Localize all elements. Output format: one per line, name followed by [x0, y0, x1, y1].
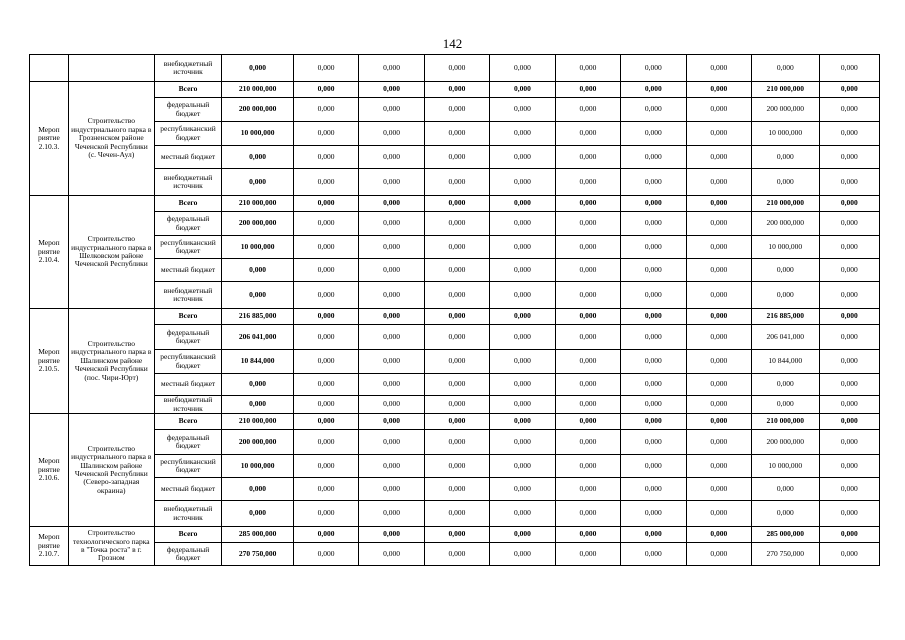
value-cell: 0,000 — [819, 55, 879, 82]
value-cell: 0,000 — [555, 196, 620, 212]
value-cell: 0,000 — [621, 196, 686, 212]
value-cell: 270 750,000 — [752, 543, 820, 566]
value-cell: 0,000 — [819, 82, 879, 98]
value-cell: 0,000 — [490, 169, 555, 196]
value-cell: 0,000 — [555, 98, 620, 122]
budget-table-body — [30, 55, 880, 566]
value-cell: 0,000 — [555, 236, 620, 259]
value-cell: 0,000 — [621, 98, 686, 122]
value-cell: 0,000 — [359, 98, 424, 122]
event-cell: Мероп риятие 2.10.6. — [30, 414, 69, 527]
value-cell: 0,000 — [621, 259, 686, 282]
value-cell: 0,000 — [621, 350, 686, 374]
value-cell: 0,000 — [359, 212, 424, 236]
value-cell: 0,000 — [555, 309, 620, 325]
table-row-total — [30, 414, 880, 430]
value-cell: 210 000,000 — [752, 196, 820, 212]
funding-source-cell: федеральный бюджет — [154, 543, 222, 566]
funding-source-cell: федеральный бюджет — [154, 98, 222, 122]
value-cell: 0,000 — [752, 501, 820, 527]
value-cell: 0,000 — [293, 146, 358, 169]
table-row — [30, 259, 880, 282]
value-cell: 0,000 — [819, 455, 879, 478]
value-cell: 0,000 — [555, 396, 620, 414]
value-cell: 0,000 — [819, 122, 879, 146]
value-cell: 210 000,000 — [222, 82, 294, 98]
value-cell: 0,000 — [424, 169, 489, 196]
funding-source-cell: республиканский бюджет — [154, 236, 222, 259]
value-cell: 0,000 — [293, 82, 358, 98]
funding-source-cell: федеральный бюджет — [154, 212, 222, 236]
table-row — [30, 501, 880, 527]
value-cell: 210 000,000 — [752, 82, 820, 98]
event-cell: Мероп риятие 2.10.3. — [30, 82, 69, 196]
value-cell: 0,000 — [359, 527, 424, 543]
value-cell: 0,000 — [555, 374, 620, 396]
value-cell: 0,000 — [819, 414, 879, 430]
value-cell: 0,000 — [621, 478, 686, 501]
value-cell: 0,000 — [490, 196, 555, 212]
value-cell: 0,000 — [424, 478, 489, 501]
value-cell: 0,000 — [424, 55, 489, 82]
value-cell: 0,000 — [686, 309, 751, 325]
value-cell: 0,000 — [686, 455, 751, 478]
value-cell: 0,000 — [424, 374, 489, 396]
value-cell: 0,000 — [555, 259, 620, 282]
value-cell: 0,000 — [490, 478, 555, 501]
value-cell: 0,000 — [424, 309, 489, 325]
funding-source-cell: республиканский бюджет — [154, 455, 222, 478]
value-cell: 200 000,000 — [222, 212, 294, 236]
value-cell: 0,000 — [555, 455, 620, 478]
value-cell: 0,000 — [621, 146, 686, 169]
value-cell: 0,000 — [293, 501, 358, 527]
page-number: 142 — [442, 36, 463, 51]
value-cell: 0,000 — [555, 55, 620, 82]
value-cell: 0,000 — [293, 169, 358, 196]
value-cell: 0,000 — [686, 196, 751, 212]
value-cell: 0,000 — [222, 396, 294, 414]
table-row — [30, 478, 880, 501]
value-cell: 10 844,000 — [752, 350, 820, 374]
funding-source-cell: Всего — [154, 196, 222, 212]
value-cell: 10 000,000 — [222, 236, 294, 259]
value-cell: 0,000 — [293, 325, 358, 350]
value-cell: 0,000 — [293, 98, 358, 122]
funding-source-cell: внебюджетный источник — [154, 501, 222, 527]
table-row — [30, 396, 880, 414]
value-cell: 0,000 — [490, 543, 555, 566]
value-cell: 0,000 — [424, 259, 489, 282]
value-cell: 0,000 — [359, 414, 424, 430]
value-cell: 0,000 — [819, 325, 879, 350]
value-cell: 0,000 — [621, 543, 686, 566]
value-cell: 0,000 — [359, 196, 424, 212]
table-row — [30, 455, 880, 478]
value-cell: 0,000 — [621, 82, 686, 98]
funding-source-cell: Всего — [154, 414, 222, 430]
value-cell: 0,000 — [490, 122, 555, 146]
value-cell: 0,000 — [293, 282, 358, 309]
value-cell: 0,000 — [819, 98, 879, 122]
value-cell: 0,000 — [359, 543, 424, 566]
value-cell: 0,000 — [222, 146, 294, 169]
value-cell: 0,000 — [555, 350, 620, 374]
value-cell: 0,000 — [222, 55, 294, 82]
value-cell: 0,000 — [686, 396, 751, 414]
funding-source-cell: республиканский бюджет — [154, 350, 222, 374]
value-cell: 0,000 — [555, 527, 620, 543]
value-cell: 200 000,000 — [222, 98, 294, 122]
value-cell: 0,000 — [490, 146, 555, 169]
value-cell: 0,000 — [424, 501, 489, 527]
value-cell: 0,000 — [359, 259, 424, 282]
value-cell: 0,000 — [621, 396, 686, 414]
value-cell: 0,000 — [222, 374, 294, 396]
value-cell: 0,000 — [490, 55, 555, 82]
value-cell: 210 000,000 — [752, 414, 820, 430]
value-cell: 0,000 — [490, 259, 555, 282]
value-cell: 0,000 — [686, 350, 751, 374]
value-cell: 10 000,000 — [752, 122, 820, 146]
value-cell: 0,000 — [621, 212, 686, 236]
table-row-total — [30, 196, 880, 212]
event-cell — [30, 55, 69, 82]
value-cell: 0,000 — [686, 527, 751, 543]
value-cell: 0,000 — [424, 350, 489, 374]
value-cell: 0,000 — [819, 282, 879, 309]
value-cell: 0,000 — [686, 325, 751, 350]
value-cell: 0,000 — [686, 543, 751, 566]
description-cell: Строительство технологического парка в "Точка роста" в г. Грозном — [68, 527, 154, 566]
value-cell: 0,000 — [490, 282, 555, 309]
value-cell: 0,000 — [293, 527, 358, 543]
value-cell: 0,000 — [359, 55, 424, 82]
value-cell: 0,000 — [752, 396, 820, 414]
value-cell: 0,000 — [555, 82, 620, 98]
value-cell: 0,000 — [819, 196, 879, 212]
value-cell: 0,000 — [686, 430, 751, 455]
value-cell: 0,000 — [686, 122, 751, 146]
value-cell: 0,000 — [490, 98, 555, 122]
value-cell: 0,000 — [490, 350, 555, 374]
value-cell: 0,000 — [819, 430, 879, 455]
value-cell: 0,000 — [621, 236, 686, 259]
value-cell: 0,000 — [621, 455, 686, 478]
value-cell: 0,000 — [490, 374, 555, 396]
value-cell: 0,000 — [424, 543, 489, 566]
value-cell: 0,000 — [819, 478, 879, 501]
value-cell: 0,000 — [819, 350, 879, 374]
value-cell: 200 000,000 — [222, 430, 294, 455]
value-cell: 0,000 — [222, 259, 294, 282]
funding-source-cell: внебюджетный источник — [154, 282, 222, 309]
value-cell: 0,000 — [686, 55, 751, 82]
value-cell: 0,000 — [819, 146, 879, 169]
value-cell: 270 750,000 — [222, 543, 294, 566]
value-cell: 0,000 — [359, 478, 424, 501]
value-cell: 0,000 — [555, 430, 620, 455]
value-cell: 0,000 — [490, 414, 555, 430]
value-cell: 0,000 — [359, 309, 424, 325]
value-cell: 0,000 — [424, 196, 489, 212]
value-cell: 0,000 — [819, 374, 879, 396]
value-cell: 0,000 — [359, 374, 424, 396]
table-row — [30, 98, 880, 122]
value-cell: 0,000 — [293, 396, 358, 414]
value-cell: 0,000 — [293, 455, 358, 478]
value-cell: 10 000,000 — [752, 455, 820, 478]
value-cell: 0,000 — [686, 501, 751, 527]
value-cell: 10 000,000 — [222, 455, 294, 478]
table-row-total — [30, 527, 880, 543]
value-cell: 0,000 — [490, 309, 555, 325]
value-cell: 200 000,000 — [752, 98, 820, 122]
value-cell: 0,000 — [752, 282, 820, 309]
value-cell: 0,000 — [819, 543, 879, 566]
value-cell: 0,000 — [490, 455, 555, 478]
value-cell: 0,000 — [819, 212, 879, 236]
value-cell: 0,000 — [293, 122, 358, 146]
value-cell: 0,000 — [621, 414, 686, 430]
value-cell: 210 000,000 — [222, 414, 294, 430]
table-row — [30, 430, 880, 455]
value-cell: 0,000 — [359, 146, 424, 169]
value-cell: 0,000 — [359, 430, 424, 455]
value-cell: 0,000 — [555, 325, 620, 350]
value-cell: 0,000 — [424, 98, 489, 122]
value-cell: 0,000 — [490, 82, 555, 98]
value-cell: 0,000 — [293, 309, 358, 325]
value-cell: 216 885,000 — [752, 309, 820, 325]
value-cell: 0,000 — [424, 527, 489, 543]
value-cell: 0,000 — [752, 478, 820, 501]
value-cell: 0,000 — [819, 527, 879, 543]
table-row — [30, 169, 880, 196]
table-row — [30, 282, 880, 309]
value-cell: 0,000 — [293, 259, 358, 282]
table-row — [30, 212, 880, 236]
value-cell: 0,000 — [621, 169, 686, 196]
value-cell: 0,000 — [359, 350, 424, 374]
funding-source-cell: республиканский бюджет — [154, 122, 222, 146]
value-cell: 0,000 — [555, 282, 620, 309]
value-cell: 0,000 — [752, 374, 820, 396]
value-cell: 0,000 — [293, 212, 358, 236]
value-cell: 0,000 — [819, 501, 879, 527]
value-cell: 0,000 — [621, 282, 686, 309]
table-row — [30, 350, 880, 374]
value-cell: 0,000 — [293, 55, 358, 82]
table-row — [30, 374, 880, 396]
value-cell: 0,000 — [555, 478, 620, 501]
value-cell: 0,000 — [621, 325, 686, 350]
description-cell: Строительство индустриального парка в Грозненском районе Чеченской Республики (с. Чечен-Аул) — [68, 82, 154, 196]
event-cell: Мероп риятие 2.10.4. — [30, 196, 69, 309]
value-cell: 0,000 — [293, 543, 358, 566]
funding-source-cell: федеральный бюджет — [154, 430, 222, 455]
value-cell: 0,000 — [222, 501, 294, 527]
value-cell: 10 000,000 — [222, 122, 294, 146]
description-cell: Строительство индустриального парка в Шалинском районе Чеченской Республики (пос. Чири-Юрт) — [68, 309, 154, 414]
value-cell: 0,000 — [359, 282, 424, 309]
value-cell: 0,000 — [222, 478, 294, 501]
funding-source-cell: внебюджетный источник — [154, 396, 222, 414]
value-cell: 0,000 — [490, 325, 555, 350]
funding-source-cell: местный бюджет — [154, 374, 222, 396]
funding-source-cell: Всего — [154, 82, 222, 98]
value-cell: 0,000 — [819, 259, 879, 282]
value-cell: 0,000 — [555, 543, 620, 566]
description-cell: Строительство индустриального парка в Шелковском районе Чеченской Республики — [68, 196, 154, 309]
value-cell: 0,000 — [752, 259, 820, 282]
value-cell: 0,000 — [424, 430, 489, 455]
description-cell — [68, 55, 154, 82]
value-cell: 0,000 — [621, 374, 686, 396]
funding-source-cell: Всего — [154, 309, 222, 325]
value-cell: 0,000 — [686, 169, 751, 196]
value-cell: 285 000,000 — [222, 527, 294, 543]
funding-source-cell: федеральный бюджет — [154, 325, 222, 350]
value-cell: 0,000 — [359, 325, 424, 350]
value-cell: 0,000 — [819, 236, 879, 259]
value-cell: 0,000 — [555, 122, 620, 146]
value-cell: 0,000 — [621, 430, 686, 455]
table-row — [30, 55, 880, 82]
value-cell: 0,000 — [424, 212, 489, 236]
budget-table — [29, 54, 880, 566]
table-row — [30, 325, 880, 350]
funding-source-cell: Всего — [154, 527, 222, 543]
value-cell: 0,000 — [359, 501, 424, 527]
value-cell: 0,000 — [686, 478, 751, 501]
value-cell: 0,000 — [490, 212, 555, 236]
table-row-total — [30, 309, 880, 325]
table-row — [30, 146, 880, 169]
value-cell: 200 000,000 — [752, 212, 820, 236]
value-cell: 0,000 — [752, 169, 820, 196]
value-cell: 0,000 — [222, 169, 294, 196]
value-cell: 0,000 — [293, 414, 358, 430]
value-cell: 0,000 — [359, 396, 424, 414]
event-cell: Мероп риятие 2.10.7. — [30, 527, 69, 566]
value-cell: 0,000 — [424, 146, 489, 169]
value-cell: 0,000 — [359, 122, 424, 146]
value-cell: 0,000 — [621, 501, 686, 527]
funding-source-cell: местный бюджет — [154, 478, 222, 501]
funding-source-cell: местный бюджет — [154, 146, 222, 169]
value-cell: 0,000 — [686, 414, 751, 430]
value-cell: 0,000 — [752, 55, 820, 82]
value-cell: 0,000 — [819, 169, 879, 196]
funding-source-cell: местный бюджет — [154, 259, 222, 282]
value-cell: 0,000 — [424, 455, 489, 478]
value-cell: 0,000 — [686, 374, 751, 396]
value-cell: 0,000 — [555, 169, 620, 196]
funding-source-cell: внебюджетный источник — [154, 55, 222, 82]
value-cell: 285 000,000 — [752, 527, 820, 543]
value-cell: 0,000 — [621, 122, 686, 146]
value-cell: 0,000 — [424, 282, 489, 309]
table-row-total — [30, 82, 880, 98]
value-cell: 0,000 — [424, 236, 489, 259]
value-cell: 0,000 — [686, 282, 751, 309]
value-cell: 0,000 — [555, 146, 620, 169]
value-cell: 0,000 — [490, 236, 555, 259]
value-cell: 0,000 — [819, 309, 879, 325]
value-cell: 0,000 — [293, 374, 358, 396]
table-row — [30, 122, 880, 146]
value-cell: 0,000 — [621, 309, 686, 325]
value-cell: 0,000 — [490, 527, 555, 543]
value-cell: 0,000 — [293, 196, 358, 212]
value-cell: 0,000 — [490, 430, 555, 455]
value-cell: 0,000 — [424, 414, 489, 430]
value-cell: 0,000 — [359, 455, 424, 478]
value-cell: 206 041,000 — [222, 325, 294, 350]
value-cell: 0,000 — [359, 236, 424, 259]
table-row — [30, 236, 880, 259]
description-cell: Строительство индустриального парка в Шалинском районе Чеченской Республики (Северо-западная окраина) — [68, 414, 154, 527]
value-cell: 0,000 — [555, 501, 620, 527]
value-cell: 206 041,000 — [752, 325, 820, 350]
value-cell: 0,000 — [359, 169, 424, 196]
funding-source-cell: внебюджетный источник — [154, 169, 222, 196]
value-cell: 0,000 — [752, 146, 820, 169]
value-cell: 0,000 — [621, 55, 686, 82]
value-cell: 0,000 — [686, 146, 751, 169]
value-cell: 0,000 — [819, 396, 879, 414]
event-cell: Мероп риятие 2.10.5. — [30, 309, 69, 414]
value-cell: 0,000 — [490, 501, 555, 527]
value-cell: 0,000 — [424, 325, 489, 350]
value-cell: 0,000 — [222, 282, 294, 309]
value-cell: 216 885,000 — [222, 309, 294, 325]
value-cell: 0,000 — [686, 82, 751, 98]
value-cell: 0,000 — [686, 236, 751, 259]
value-cell: 0,000 — [621, 527, 686, 543]
value-cell: 0,000 — [555, 212, 620, 236]
value-cell: 0,000 — [686, 259, 751, 282]
value-cell: 0,000 — [686, 98, 751, 122]
value-cell: 210 000,000 — [222, 196, 294, 212]
value-cell: 0,000 — [293, 236, 358, 259]
value-cell: 0,000 — [293, 350, 358, 374]
value-cell: 0,000 — [424, 122, 489, 146]
value-cell: 0,000 — [424, 82, 489, 98]
value-cell: 0,000 — [293, 478, 358, 501]
value-cell: 0,000 — [293, 430, 358, 455]
value-cell: 200 000,000 — [752, 430, 820, 455]
value-cell: 10 000,000 — [752, 236, 820, 259]
value-cell: 0,000 — [490, 396, 555, 414]
value-cell: 0,000 — [359, 82, 424, 98]
value-cell: 0,000 — [555, 414, 620, 430]
value-cell: 0,000 — [686, 212, 751, 236]
value-cell: 0,000 — [424, 396, 489, 414]
value-cell: 10 844,000 — [222, 350, 294, 374]
table-row — [30, 543, 880, 566]
